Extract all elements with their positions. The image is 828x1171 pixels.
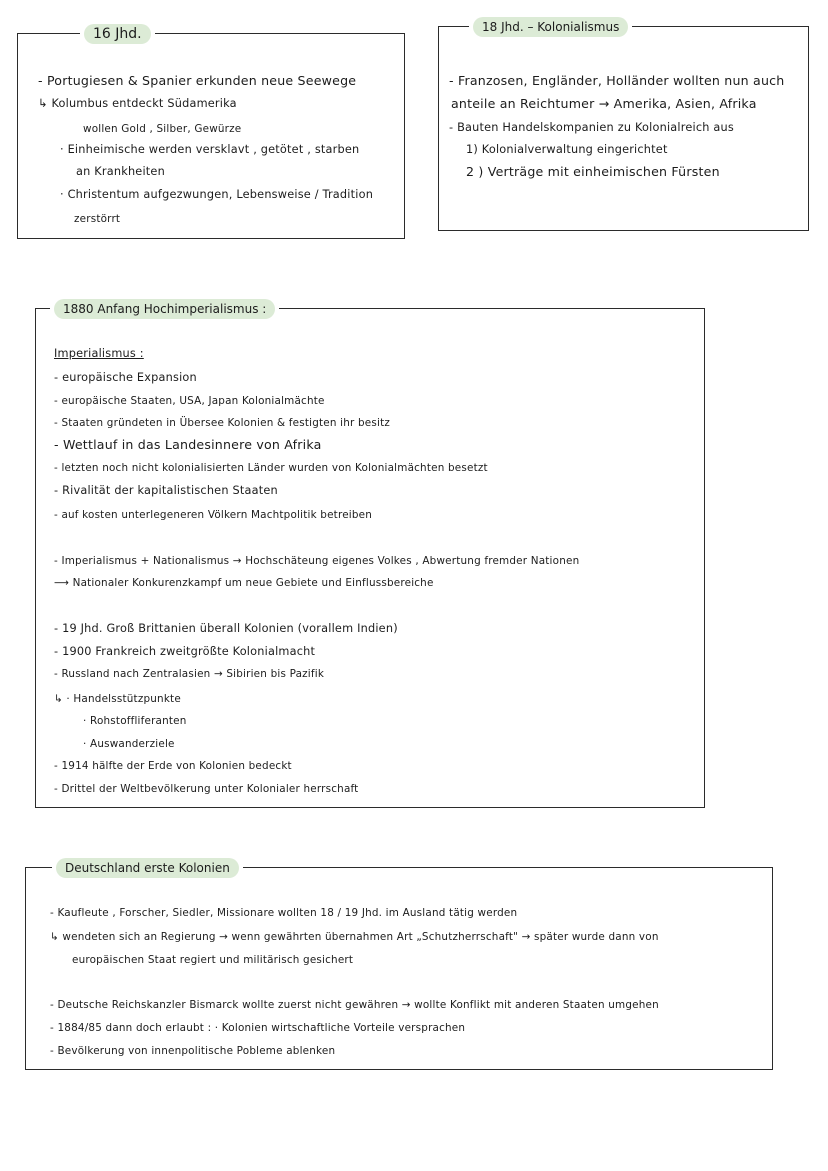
note-line: europäischen Staat regiert und militärisch gesichert	[72, 954, 354, 966]
note-line: - 1900 Frankreich zweitgrößte Kolonialmacht	[54, 645, 316, 658]
note-line: ⟶ Nationaler Konkurenzkampf um neue Gebiete und Einflussbereiche	[54, 577, 434, 589]
note-line: - europäische Expansion	[54, 371, 197, 384]
note-line: · Einheimische werden versklavt , getötet , starben	[60, 143, 360, 156]
box-title-16-jhd	[80, 23, 155, 44]
note-box-hochimperialismus	[35, 302, 705, 808]
note-line: - Franzosen, Engländer, Holländer wollten nun auch	[449, 73, 785, 88]
box-title-deutschland	[52, 857, 243, 878]
note-line: - Rivalität der kapitalistischen Staaten	[54, 484, 278, 497]
note-line: - Portugiesen & Spanier erkunden neue Seewege	[38, 73, 357, 88]
note-line: - 1914 hälfte der Erde von Kolonien bedeckt	[54, 760, 292, 772]
box-title-hochimperialismus	[50, 298, 279, 319]
title-highlight: 1880 Anfang Hochimperialismus :	[54, 299, 275, 319]
note-line: wollen Gold , Silber, Gewürze	[83, 123, 242, 135]
note-line: ↳ Kolumbus entdeckt Südamerika	[38, 97, 237, 110]
title-highlight: 18 Jhd. – Kolonialismus	[473, 17, 628, 37]
note-line: · Christentum aufgezwungen, Lebensweise / Tradition	[60, 188, 374, 201]
note-line: - 1884/85 dann doch erlaubt : · Kolonien wirtschaftliche Vorteile versprachen	[50, 1022, 466, 1034]
note-line: ↳ · Handelsstützpunkte	[54, 693, 181, 705]
note-line: - 19 Jhd. Groß Brittanien überall Kolonien (vorallem Indien)	[54, 622, 398, 635]
title-highlight: Deutschland erste Kolonien	[56, 858, 239, 878]
note-line: - Kaufleute , Forscher, Siedler, Missionare wollten 18 / 19 Jhd. im Ausland tätig werden	[50, 907, 518, 919]
note-line: - Drittel der Weltbevölkerung unter Kolonialer herrschaft	[54, 783, 359, 795]
note-box-18-jhd	[438, 20, 809, 231]
note-line: zerstörrt	[74, 213, 121, 225]
note-line: · Rohstoffliferanten	[83, 715, 187, 727]
note-line: 2 ) Verträge mit einheimischen Fürsten	[466, 164, 720, 179]
note-line: - europäische Staaten, USA, Japan Kolonialmächte	[54, 395, 325, 407]
note-line: - Wettlauf in das Landesinnere von Afrika	[54, 437, 322, 452]
note-line: 1) Kolonialverwaltung eingerichtet	[466, 143, 668, 156]
note-line: · Auswanderziele	[83, 738, 175, 750]
note-line: anteile an Reichtumer → Amerika, Asien, Afrika	[451, 96, 757, 111]
note-line: - Staaten gründeten in Übersee Kolonien & festigten ihr besitz	[54, 417, 391, 429]
section-heading: Imperialismus :	[54, 347, 144, 360]
note-line: - Deutsche Reichskanzler Bismarck wollte zuerst nicht gewähren → wollte Konflikt mit anderen Staaten umgehen	[50, 999, 659, 1011]
title-highlight: 16 Jhd.	[84, 24, 151, 44]
note-line: - letzten noch nicht kolonialisierten Länder wurden von Kolonialmächten besetzt	[54, 462, 488, 474]
note-line: - Bevölkerung von innenpolitische Pobleme ablenken	[50, 1045, 336, 1057]
note-line: - Bauten Handelskompanien zu Kolonialreich aus	[449, 121, 734, 134]
note-line: - Imperialismus + Nationalismus → Hochschäteung eigenes Volkes , Abwertung fremder Nationen	[54, 555, 580, 567]
note-line: ↳ wendeten sich an Regierung → wenn gewährten übernahmen Art „Schutzherrschaft" → später wurde dann von	[50, 931, 659, 943]
box-title-18-jhd	[469, 16, 632, 37]
note-line: an Krankheiten	[76, 165, 165, 178]
note-box-deutschland	[25, 861, 773, 1070]
note-box-16-jhd	[17, 26, 405, 239]
note-line: - auf kosten unterlegeneren Völkern Machtpolitik betreiben	[54, 509, 373, 521]
note-line: - Russland nach Zentralasien → Sibirien bis Pazifik	[54, 668, 325, 680]
